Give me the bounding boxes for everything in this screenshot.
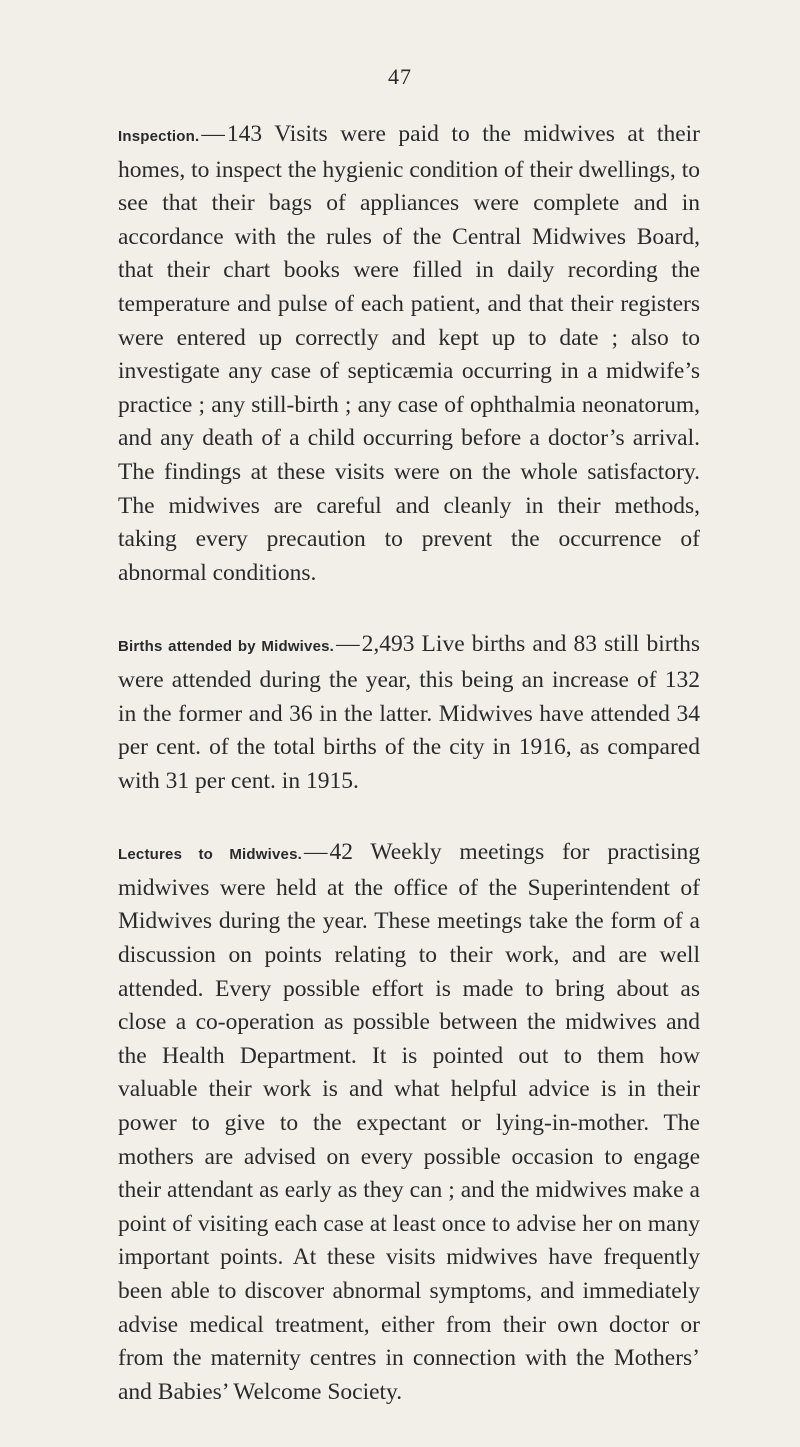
section-heading: Inspection.	[118, 128, 200, 145]
section-inspection	[118, 118, 700, 590]
section-heading: Births attended by Midwives.	[118, 638, 335, 656]
page-number: 47	[388, 64, 412, 89]
section-text: 2,493 Live births and 83 still births were attended during the year, this being an increase of 132 in the former and 36 in the latter. Midwives have attended 34 per cent. of the total births of the city in 1916, as compared with 31 per cent. in 1915.	[118, 631, 700, 794]
section-lectures	[118, 836, 700, 1409]
em-dash: —	[201, 121, 225, 147]
document-body	[118, 118, 700, 1447]
em-dash: —	[304, 839, 328, 866]
section-births	[118, 628, 700, 798]
section-text: 42 Weekly meetings for practising midwives were held at the office of the Superintendent of Midwives during the year. These meetings take the form of a discussion on points relating to their work, and are well attended. Every possible effort is made to bring about as close a co-operation as possible between the midwives and the Health Department. It is pointed out to them how valuable their work is and what helpful advice is in their power to give to the expectant or lying-in-mother. The mothers are advised on every possible occasion to engage their attendant as early as they can ; and the midwives make a point of visiting each case at least once to advise her on many important points. At these visits midwives have frequently been able to discover abnormal symptoms, and immediately advise medical treatment, either from their own doctor or from the maternity centres in connection with the Mothers’ and Babies’ Welcome Society.	[118, 839, 701, 1405]
section-text: 143 Visits were paid to the midwives at their homes, to inspect the hygienic condition of their dwellings, to see that their bags of appliances were complete and in accordance with the rules of the Central Midwives Board, that their chart books were filled in daily recording the temperature and pulse of each patient, and that their registers were entered up correctly and kept up to date ; also to investigate any case of septicæmia occurring in a midwife’s practice ; any still-birth ; any case of ophthalmia neonatorum, and any death of a child occurring before a doctor’s arrival. The findings at these visits were on the whole satisfactory. The midwives are careful and cleanly in their methods, taking every precaution to prevent the occurrence of abnormal conditions.	[118, 121, 700, 586]
em-dash: —	[336, 631, 360, 658]
section-heading: Lectures to Midwives.	[118, 846, 302, 864]
